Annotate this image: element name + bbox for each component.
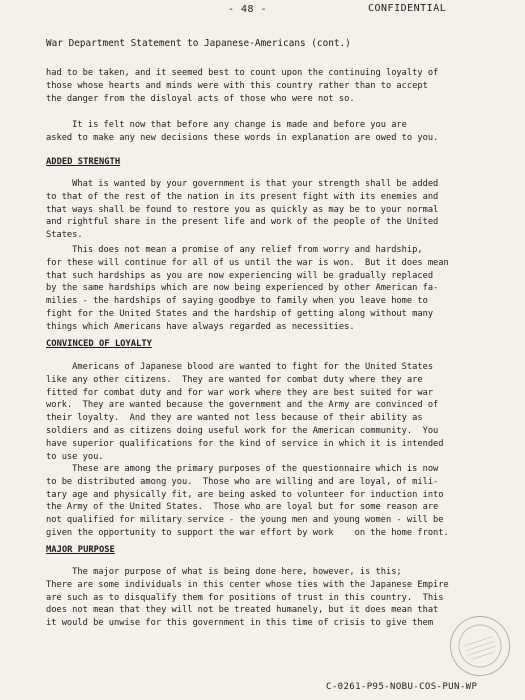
heading-convinced-of-loyalty: CONVINCED OF LOYALTY bbox=[46, 339, 152, 349]
heading-major-purpose: MAJOR PURPOSE bbox=[46, 545, 115, 555]
classification-mark: CONFIDENTIAL bbox=[368, 3, 447, 14]
paragraph-6: These are among the primary purposes of the questionnaire which is now to be distributed among you. Those who are willing and are loyal, of mili- tary age and physically fit, are being asked to volunteer for induction into the Army of the United States. Those who are loyal but for some reason are not qualified for military service - the young men and young women - will be given the opportunity to support the war effort by work on the home front. bbox=[46, 464, 449, 538]
document-footer-code: C-0261-P95-NOBU-COS-PUN-WP bbox=[326, 682, 478, 692]
heading-added-strength: ADDED STRENGTH bbox=[46, 157, 121, 167]
paragraph-2: It is felt now that before any change is made and before you are asked to make any new decisions these words in explanation are owed to you. bbox=[46, 120, 439, 143]
document-title: War Department Statement to Japanese-Americans (cont.) bbox=[46, 38, 351, 49]
paragraph-3: What is wanted by your government is that your strength shall be added to that of the rest of the nation in its present fight with its enemies and that ways shall be found to restore you as quickly as may be to your normal and rightful share in the present life and work of the people of the United States. bbox=[46, 179, 439, 241]
paragraph-7: The major purpose of what is being done here, however, is this; There are some individuals in this center whose ties with the Japanese Empire are such as to disqualify them for positions of trust in this country. This does not mean that they will not be treated humanely, but it does mean that it would be unwise for this government in this time of crisis to give them bbox=[46, 567, 449, 629]
paragraph-5: Americans of Japanese blood are wanted to fight for the United States like any other citizens. They are wanted for combat duty where they are fitted for combat duty and for war work where they are best suited for war work. They are wanted because the government and the Army are convinced of their loyalty. And they are wanted not less because of their ability as soldiers and as citizens doing useful work for the American community. You have superior qualifications for the kind of service in which it is intended to use you. bbox=[46, 362, 444, 462]
paragraph-4: This does not mean a promise of any relief from worry and hardship, for these will continue for all of us until the war is won. But it does mean that such hardships as you are now experiencing will be gradually replaced by the same hardships which are now being experienced by other American fa- milies - the hardships of saying goodbye to family when you leave home to fight for the United States and the hardship of getting along without many things which Americans have always regarded as necessities. bbox=[46, 245, 449, 332]
page-number: - 48 - bbox=[228, 4, 268, 15]
paragraph-1: had to be taken, and it seemed best to count upon the continuing loyalty of those whose hearts and minds were with this country rather than to accept the danger from the disloyal acts of those who were not so. bbox=[46, 68, 439, 104]
